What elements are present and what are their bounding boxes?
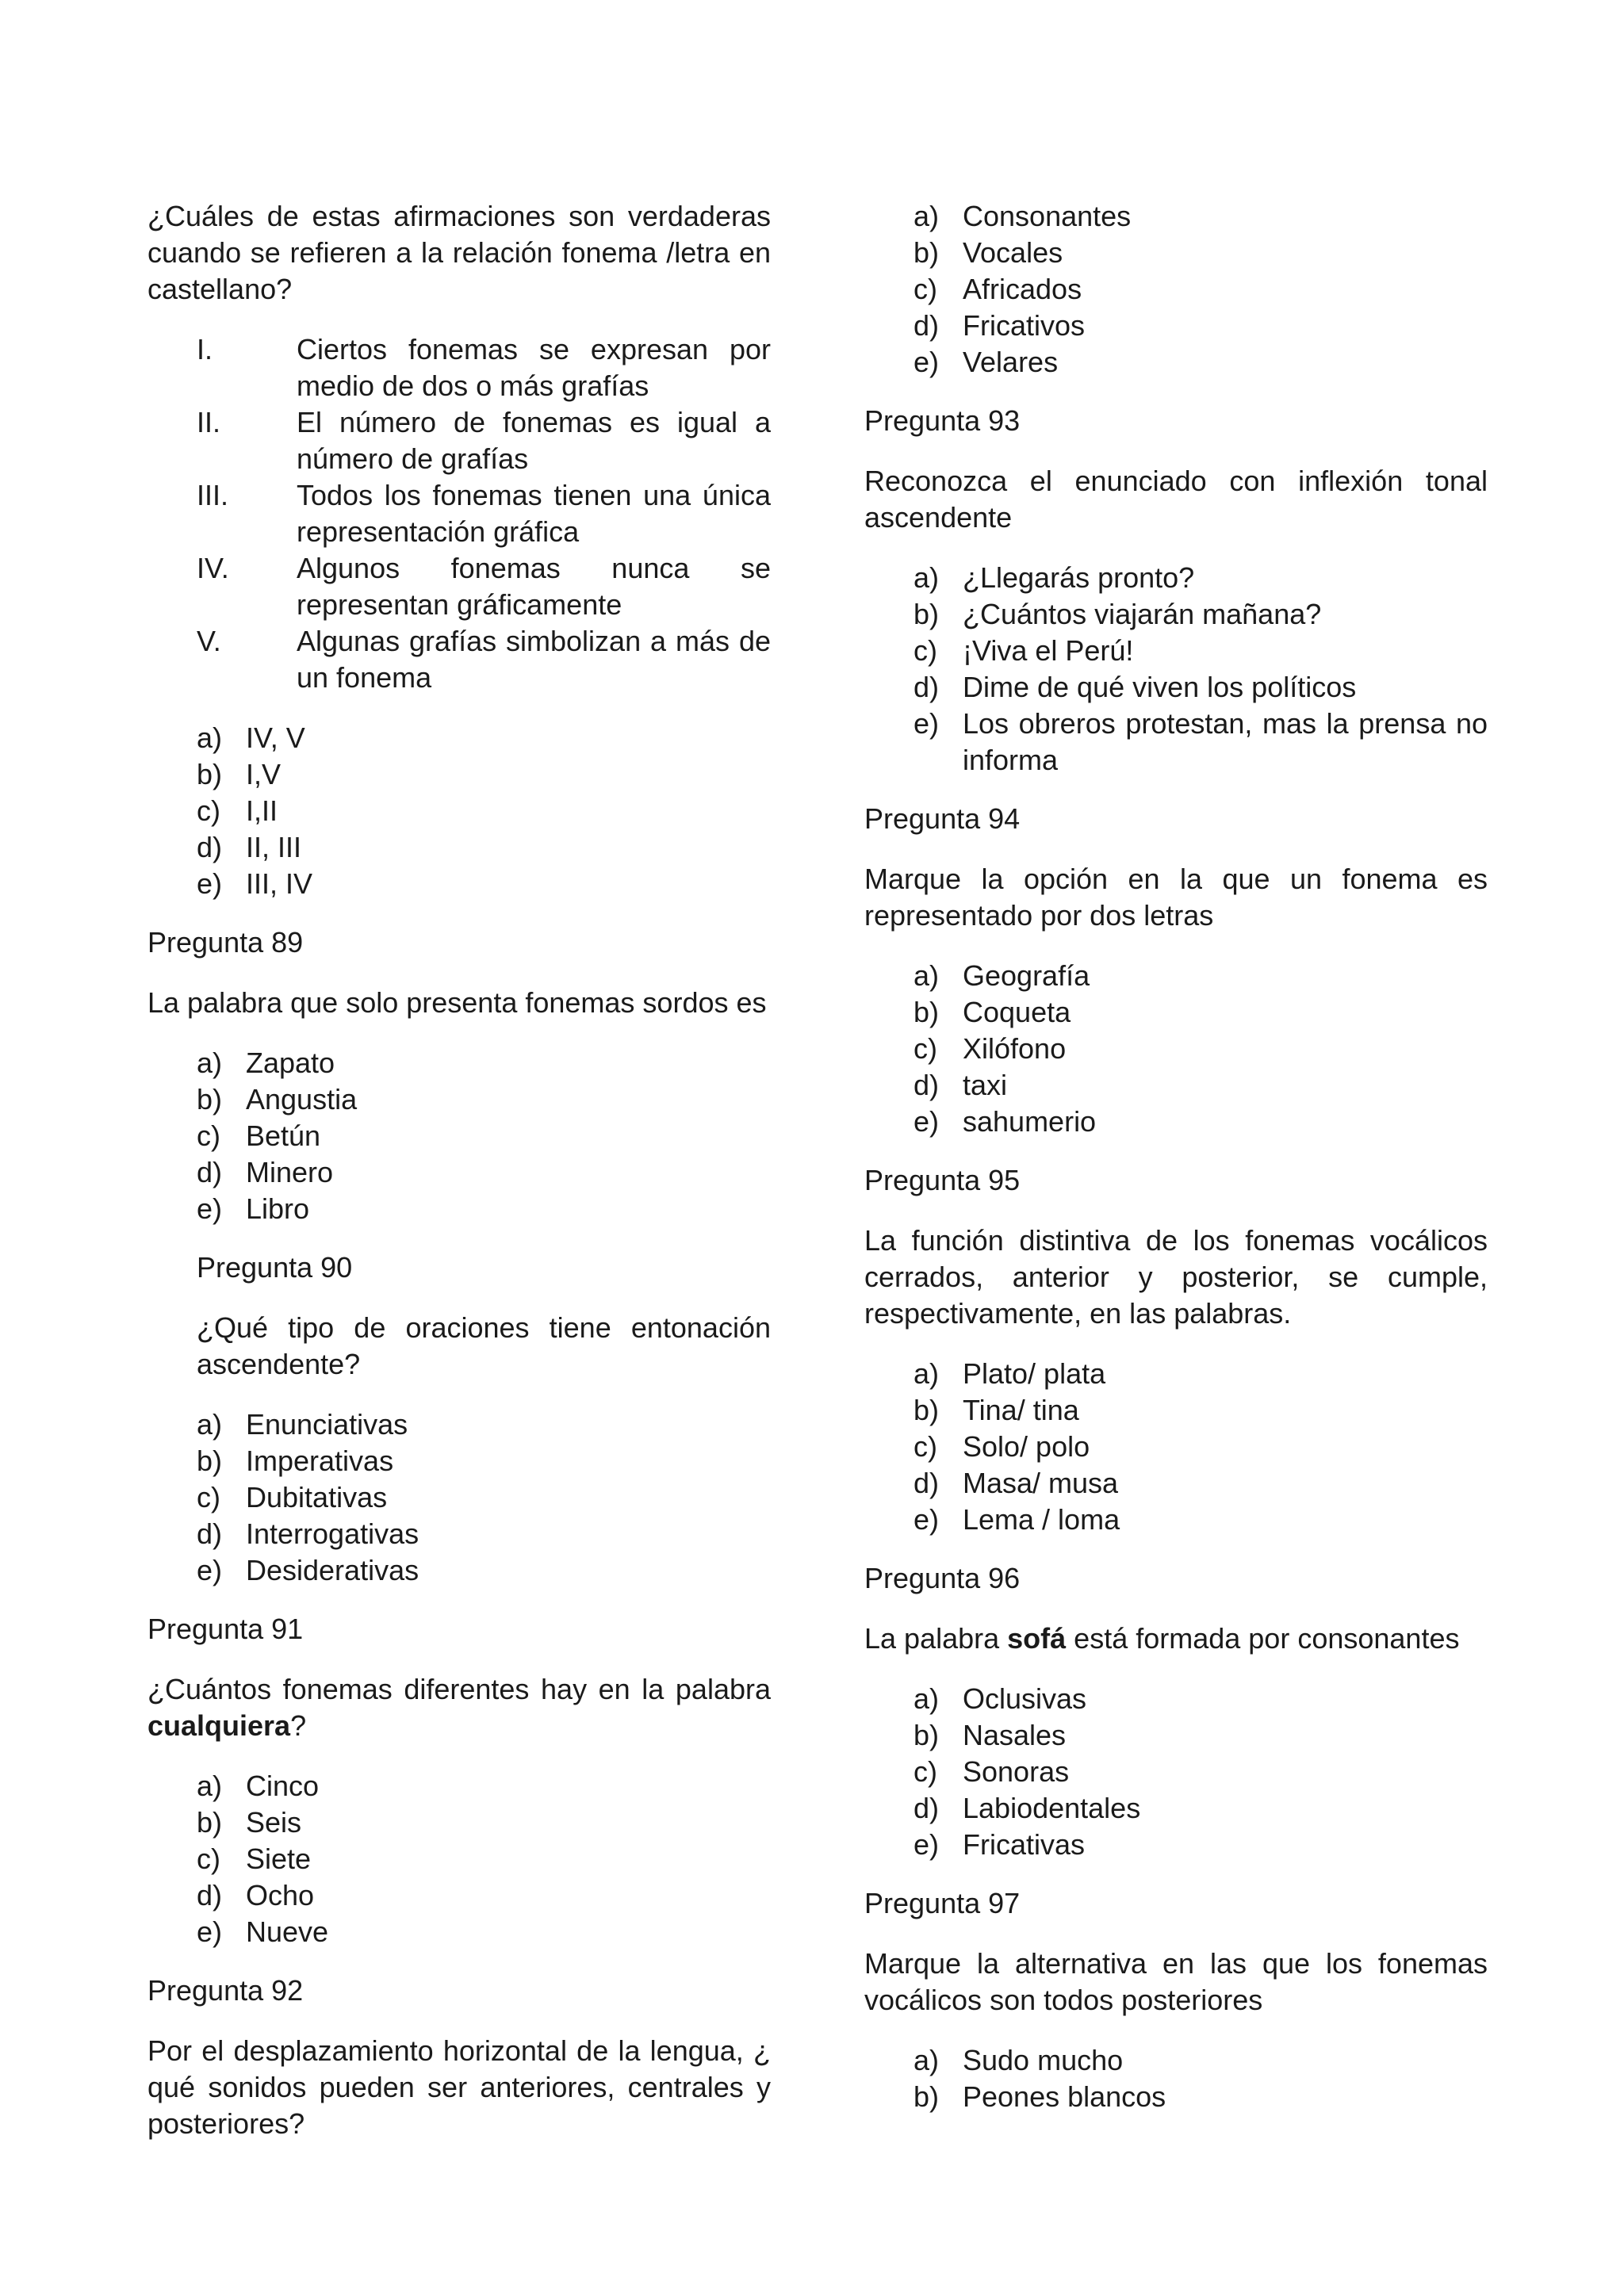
option-text: Dubitativas bbox=[246, 1481, 388, 1513]
option-text: Dime de qué viven los políticos bbox=[963, 671, 1357, 703]
statement-number: IV. bbox=[197, 552, 229, 584]
question-94-title: Pregunta 94 bbox=[864, 802, 1021, 835]
option-item bbox=[914, 1754, 1488, 1790]
statement-list bbox=[197, 331, 771, 696]
option-letter: a) bbox=[914, 959, 940, 992]
option-letter: c) bbox=[914, 634, 937, 667]
option-letter: d) bbox=[914, 309, 940, 342]
option-item bbox=[197, 1191, 771, 1227]
option-item bbox=[197, 1914, 771, 1950]
option-text: Tina/ tina bbox=[963, 1394, 1079, 1426]
option-item bbox=[914, 1790, 1488, 1827]
option-item bbox=[914, 2042, 1488, 2079]
option-item bbox=[914, 633, 1488, 669]
question-94-options bbox=[914, 958, 1488, 1140]
option-letter: a) bbox=[197, 1047, 223, 1079]
option-text: Coqueta bbox=[963, 996, 1071, 1028]
statement-item bbox=[197, 331, 771, 404]
option-text: Geografía bbox=[963, 959, 1090, 992]
option-letter: e) bbox=[197, 1554, 223, 1586]
option-text: I,V bbox=[246, 758, 282, 790]
option-letter: e) bbox=[197, 1915, 223, 1948]
question-96-text-post: está formada por consonantes bbox=[1066, 1622, 1460, 1655]
question-91-text-post: ? bbox=[290, 1709, 307, 1742]
question-97-text: Marque la alternativa en las que los fonemas vocálicos son todos posteriores bbox=[864, 1947, 1488, 2016]
option-text: ¡Viva el Perú! bbox=[963, 634, 1134, 667]
option-item bbox=[914, 1717, 1488, 1754]
option-letter: b) bbox=[914, 996, 940, 1028]
option-item bbox=[197, 1045, 771, 1081]
option-item bbox=[197, 1768, 771, 1804]
statement-text: Algunas grafías simbolizan a más de un fonema bbox=[297, 625, 771, 694]
option-letter: c) bbox=[197, 1843, 220, 1875]
option-item bbox=[914, 1067, 1488, 1104]
option-letter: d) bbox=[197, 1517, 223, 1550]
option-letter: b) bbox=[197, 758, 223, 790]
option-text: Siete bbox=[246, 1843, 312, 1875]
option-letter: d) bbox=[197, 1879, 223, 1911]
option-text: Consonantes bbox=[963, 200, 1132, 232]
option-letter: d) bbox=[197, 1156, 223, 1188]
option-text: Libro bbox=[246, 1192, 310, 1225]
option-item bbox=[197, 1516, 771, 1552]
option-text: Solo/ polo bbox=[963, 1430, 1090, 1463]
question-96-options bbox=[914, 1681, 1488, 1863]
question-97-options bbox=[914, 2042, 1488, 2115]
option-letter: c) bbox=[914, 1430, 937, 1463]
option-text: Interrogativas bbox=[246, 1517, 419, 1550]
option-letter: a) bbox=[197, 1770, 223, 1802]
option-letter: a) bbox=[914, 1682, 940, 1715]
statement-text: Ciertos fonemas se expresan por medio de dos o más grafías bbox=[297, 333, 771, 402]
option-text: Plato/ plata bbox=[963, 1357, 1106, 1390]
question-91-text bbox=[147, 1671, 771, 1744]
question-96-keyword: sofá bbox=[1007, 1622, 1067, 1655]
option-letter: c) bbox=[197, 1481, 220, 1513]
question-93-title: Pregunta 93 bbox=[864, 404, 1021, 437]
option-letter: d) bbox=[914, 1792, 940, 1824]
option-text: III, IV bbox=[246, 867, 313, 900]
option-text: Nueve bbox=[246, 1915, 329, 1948]
right-column bbox=[864, 198, 1488, 2137]
option-item bbox=[914, 1827, 1488, 1863]
question-92-title: Pregunta 92 bbox=[147, 1974, 304, 2007]
option-text: Betún bbox=[246, 1119, 321, 1152]
option-item bbox=[197, 756, 771, 793]
option-text: IV, V bbox=[246, 721, 305, 754]
option-item bbox=[197, 793, 771, 829]
option-item bbox=[197, 1154, 771, 1191]
option-text: Peones blancos bbox=[963, 2080, 1166, 2113]
option-item bbox=[914, 1429, 1488, 1465]
question-91-title: Pregunta 91 bbox=[147, 1613, 304, 1645]
option-item bbox=[914, 2079, 1488, 2115]
option-item bbox=[197, 866, 771, 902]
option-text: II, III bbox=[246, 831, 302, 863]
option-item bbox=[914, 706, 1488, 779]
option-letter: d) bbox=[197, 831, 223, 863]
option-letter: b) bbox=[197, 1445, 223, 1477]
option-letter: c) bbox=[914, 273, 937, 305]
question-90-text: ¿Qué tipo de oraciones tiene entonación ascendente? bbox=[197, 1311, 771, 1380]
option-letter: a) bbox=[914, 1357, 940, 1390]
option-text: Sonoras bbox=[963, 1755, 1070, 1788]
question-91-keyword: cualquiera bbox=[147, 1709, 291, 1742]
question-89-options bbox=[197, 1045, 771, 1227]
option-item bbox=[197, 1877, 771, 1914]
option-text: Velares bbox=[963, 346, 1059, 378]
option-letter: b) bbox=[914, 236, 940, 269]
option-letter: e) bbox=[197, 867, 223, 900]
statement-number: II. bbox=[197, 406, 221, 438]
option-text: Desiderativas bbox=[246, 1554, 419, 1586]
question-93-options bbox=[914, 560, 1488, 779]
option-item bbox=[914, 271, 1488, 308]
option-letter: a) bbox=[914, 561, 940, 594]
option-letter: e) bbox=[914, 1828, 940, 1861]
question-93-text: Reconozca el enunciado con inflexión tonal ascendente bbox=[864, 465, 1488, 534]
question-94-text: Marque la opción en la que un fonema es representado por dos letras bbox=[864, 863, 1488, 932]
statement-item bbox=[197, 550, 771, 623]
question-89-title: Pregunta 89 bbox=[147, 926, 304, 959]
option-item bbox=[197, 1552, 771, 1589]
option-item bbox=[914, 1502, 1488, 1538]
option-letter: e) bbox=[914, 1503, 940, 1536]
statement-item bbox=[197, 477, 771, 550]
option-item bbox=[914, 1031, 1488, 1067]
option-text: Los obreros protestan, mas la prensa no informa bbox=[963, 707, 1488, 776]
option-item bbox=[914, 1681, 1488, 1717]
option-letter: b) bbox=[914, 2080, 940, 2113]
option-letter: b) bbox=[914, 598, 940, 630]
option-text: Seis bbox=[246, 1806, 302, 1839]
question-88-options bbox=[197, 720, 771, 902]
option-letter: a) bbox=[914, 200, 940, 232]
option-item bbox=[914, 669, 1488, 706]
option-letter: d) bbox=[914, 671, 940, 703]
option-letter: d) bbox=[914, 1467, 940, 1499]
option-letter: a) bbox=[914, 2044, 940, 2076]
question-88-text: ¿Cuáles de estas afirmaciones son verdaderas cuando se refieren a la relación fonema /letra en castellano? bbox=[147, 200, 771, 305]
option-text: taxi bbox=[963, 1069, 1008, 1101]
option-item bbox=[197, 1443, 771, 1479]
option-item bbox=[914, 596, 1488, 633]
option-item bbox=[197, 720, 771, 756]
option-letter: c) bbox=[197, 794, 220, 827]
option-letter: e) bbox=[914, 346, 940, 378]
option-item bbox=[197, 1081, 771, 1118]
statement-text: Todos los fonemas tienen una única representación gráfica bbox=[297, 479, 771, 548]
option-letter: c) bbox=[914, 1032, 937, 1065]
option-letter: e) bbox=[914, 707, 940, 740]
option-text: Cinco bbox=[246, 1770, 320, 1802]
option-letter: c) bbox=[197, 1119, 220, 1152]
option-text: Fricativos bbox=[963, 309, 1086, 342]
option-text: Minero bbox=[246, 1156, 334, 1188]
statement-text: El número de fonemas es igual a número de grafías bbox=[297, 406, 771, 475]
question-95-text: La función distintiva de los fonemas vocálicos cerrados, anterior y posterior, se cumple, respectivamente, en las palabras. bbox=[864, 1224, 1488, 1330]
question-92-options bbox=[914, 198, 1488, 381]
option-letter: c) bbox=[914, 1755, 937, 1788]
statement-item bbox=[197, 404, 771, 477]
option-text: Labiodentales bbox=[963, 1792, 1141, 1824]
option-text: Enunciativas bbox=[246, 1408, 408, 1441]
question-96-text bbox=[864, 1621, 1488, 1657]
question-90-title: Pregunta 90 bbox=[197, 1251, 353, 1284]
left-column bbox=[147, 198, 771, 2166]
question-90-options bbox=[197, 1406, 771, 1589]
option-item bbox=[197, 1804, 771, 1841]
option-letter: d) bbox=[914, 1069, 940, 1101]
option-item bbox=[914, 308, 1488, 344]
option-letter: b) bbox=[914, 1719, 940, 1751]
option-item bbox=[914, 560, 1488, 596]
option-item bbox=[197, 829, 771, 866]
option-text: Zapato bbox=[246, 1047, 335, 1079]
option-item bbox=[914, 1392, 1488, 1429]
option-text: I,II bbox=[246, 794, 278, 827]
question-97-title: Pregunta 97 bbox=[864, 1887, 1021, 1919]
option-item bbox=[914, 958, 1488, 994]
option-text: Fricativas bbox=[963, 1828, 1086, 1861]
question-96-title: Pregunta 96 bbox=[864, 1562, 1021, 1594]
question-91-text-pre: ¿Cuántos fonemas diferentes hay en la palabra bbox=[147, 1673, 771, 1705]
option-text: Angustia bbox=[246, 1083, 358, 1115]
option-letter: b) bbox=[197, 1083, 223, 1115]
statement-number: III. bbox=[197, 479, 229, 511]
option-text: sahumerio bbox=[963, 1105, 1097, 1138]
question-96-text-pre: La palabra bbox=[864, 1622, 1008, 1655]
option-text: Nasales bbox=[963, 1719, 1067, 1751]
question-95-title: Pregunta 95 bbox=[864, 1164, 1021, 1196]
option-text: Vocales bbox=[963, 236, 1063, 269]
question-89-text: La palabra que solo presenta fonemas sordos es bbox=[147, 986, 767, 1019]
option-item bbox=[914, 1104, 1488, 1140]
option-letter: e) bbox=[914, 1105, 940, 1138]
question-91-options bbox=[197, 1768, 771, 1950]
option-text: Imperativas bbox=[246, 1445, 394, 1477]
option-item bbox=[914, 235, 1488, 271]
option-text: Lema / loma bbox=[963, 1503, 1120, 1536]
option-text: ¿Cuántos viajarán mañana? bbox=[963, 598, 1322, 630]
option-item bbox=[197, 1841, 771, 1877]
option-item bbox=[914, 198, 1488, 235]
statement-number: V. bbox=[197, 625, 221, 657]
option-text: Masa/ musa bbox=[963, 1467, 1119, 1499]
option-item bbox=[914, 1465, 1488, 1502]
option-text: Ocho bbox=[246, 1879, 315, 1911]
option-item bbox=[914, 344, 1488, 381]
option-text: Africados bbox=[963, 273, 1082, 305]
statement-number: I. bbox=[197, 333, 213, 365]
option-text: Xilófono bbox=[963, 1032, 1067, 1065]
statement-text: Algunos fonemas nunca se representan gráficamente bbox=[297, 552, 771, 621]
option-letter: b) bbox=[197, 1806, 223, 1839]
option-item bbox=[197, 1406, 771, 1443]
option-letter: e) bbox=[197, 1192, 223, 1225]
option-item bbox=[914, 994, 1488, 1031]
option-text: Oclusivas bbox=[963, 1682, 1087, 1715]
option-letter: b) bbox=[914, 1394, 940, 1426]
option-item bbox=[914, 1356, 1488, 1392]
option-text: ¿Llegarás pronto? bbox=[963, 561, 1195, 594]
option-item bbox=[197, 1479, 771, 1516]
option-letter: a) bbox=[197, 1408, 223, 1441]
statement-item bbox=[197, 623, 771, 696]
option-letter: a) bbox=[197, 721, 223, 754]
option-item bbox=[197, 1118, 771, 1154]
option-text: Sudo mucho bbox=[963, 2044, 1124, 2076]
question-92-text: Por el desplazamiento horizontal de la lengua, ¿ qué sonidos pueden ser anteriores, centrales y posteriores? bbox=[147, 2034, 771, 2140]
question-95-options bbox=[914, 1356, 1488, 1538]
